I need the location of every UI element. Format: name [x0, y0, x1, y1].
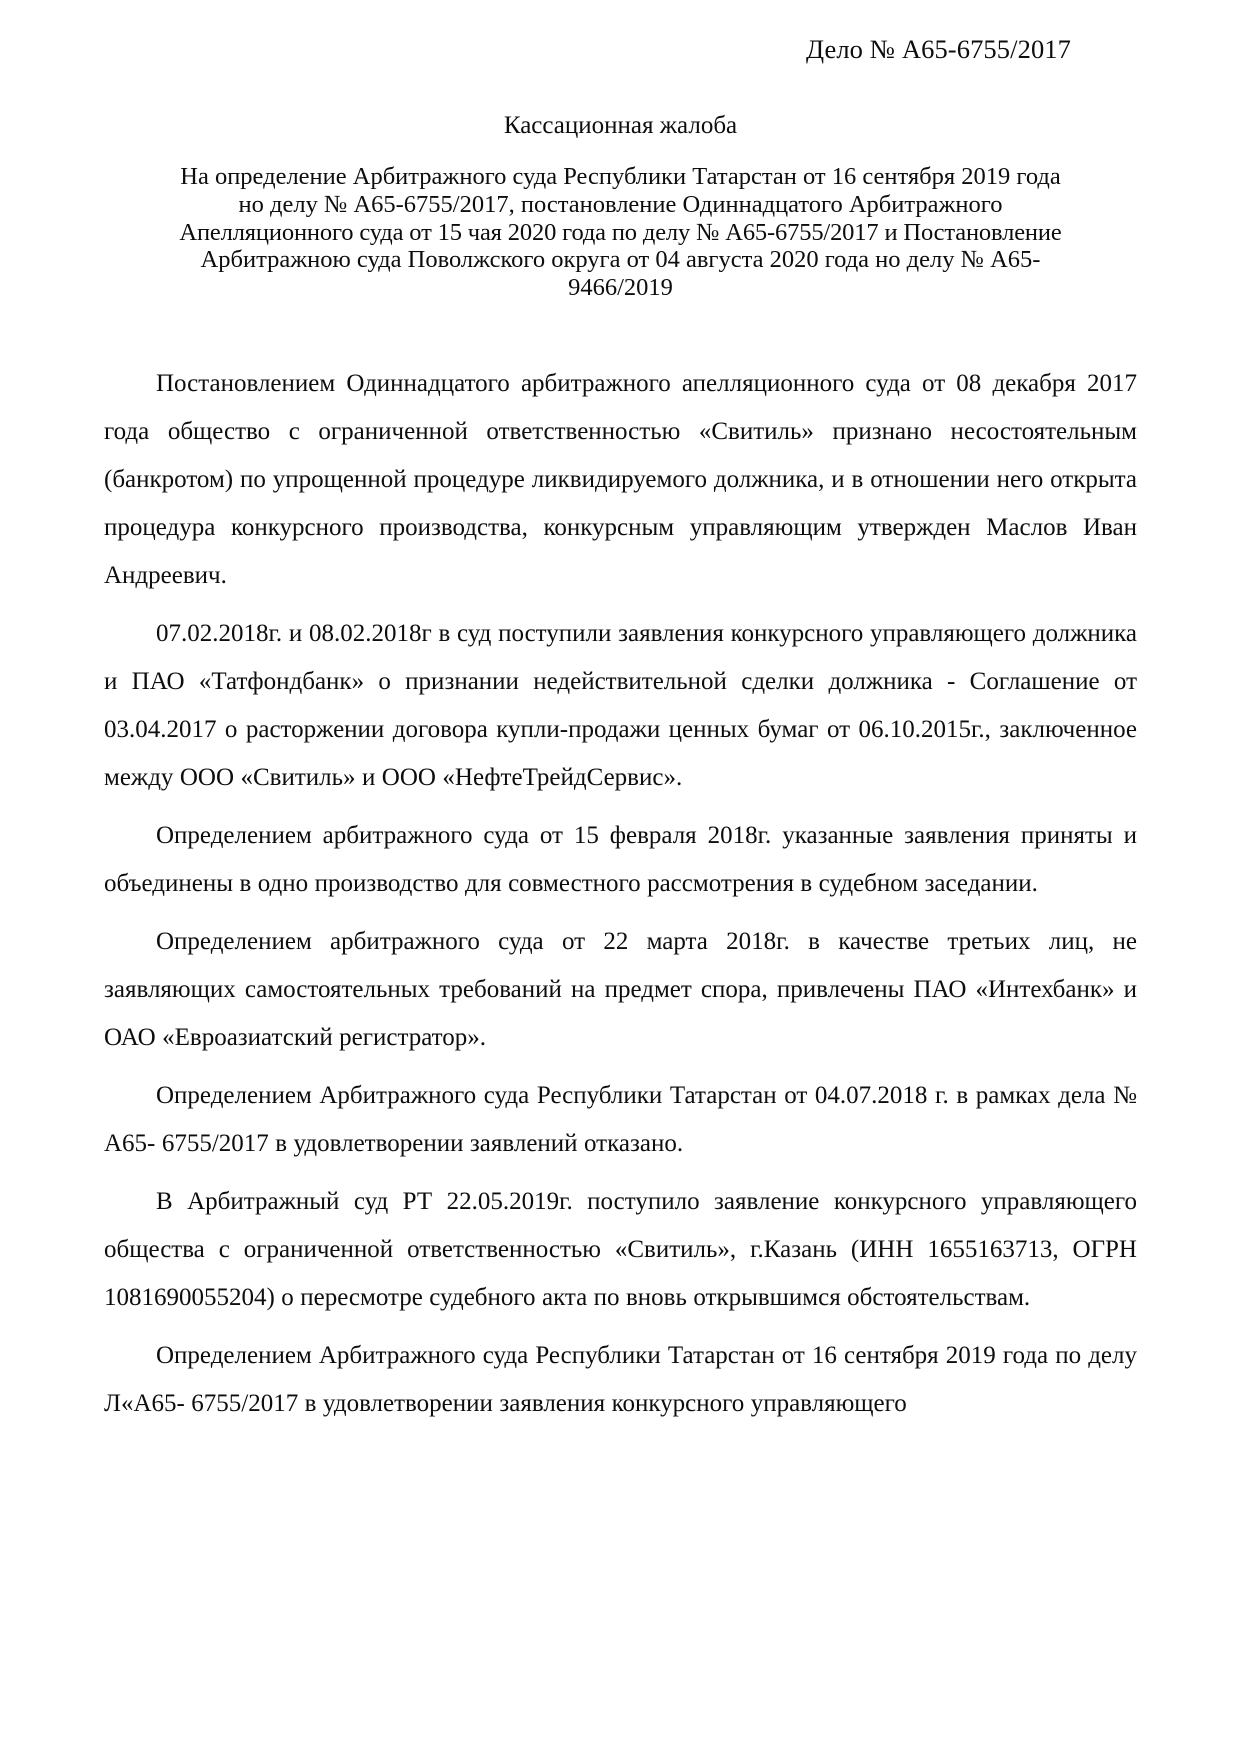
paragraph: Определением Арбитражного суда Республики Татарстан от 16 сентября 2019 года по делу Л«А65- 6755/2017 в удовлетворении заявления конкурсного управляющего	[104, 1341, 1137, 1417]
subtitle-line-3: Апелляционного суда от 15 чая 2020 года по делу № А65-6755/2017 и Постановление	[179, 218, 1062, 246]
document-subtitle	[104, 163, 1137, 301]
subtitle-line-1: На определение Арбитражного суда Республики Татарстан от 16 сентября 2019 года	[180, 163, 1061, 191]
subtitle-line-4: Арбитражною суда Поволжского округа от 04 августа 2020 года но делу № А65-	[200, 246, 1041, 274]
paragraph: Определением арбитражного суда от 15 февраля 2018г. указанные заявления приняты и объединены в одно производство для совместного рассмотрения в судебном заседании.	[104, 821, 1137, 897]
paragraph: Определением Арбитражного суда Республики Татарстан от 04.07.2018 г. в рамках дела № А65- 6755/2017 в удовлетворении заявлений отказано.	[104, 1081, 1137, 1157]
case-number-header: Дело № А65-6755/2017	[806, 34, 1071, 64]
paragraph: Постановлением Одиннадцатого арбитражного апелляционного суда от 08 декабря 2017 года общество с ограниченной ответственностью «Свитиль» признано несостоятельным (банкротом) по упрощенной процедуре ликвидируемого должника, и в отношении него открыта процедура конкурсного производства, конкурсным управляющим утвержден Маслов Иван Андреевич.	[104, 369, 1137, 589]
document-body	[104, 360, 1137, 1428]
subtitle-line-2: но делу № А65-6755/2017, постановление Одиннадцатого Арбитражного	[238, 190, 1003, 218]
paragraph: В Арбитражный суд РТ 22.05.2019г. поступило заявление конкурсного управляющего общества с ограниченной ответственностью «Свитиль», г.Казань (ИНН 1655163713, ОГРН 1081690055204) о пересмотре судебного акта по вновь открывшимся обстоятельствам.	[104, 1187, 1137, 1311]
subtitle-line-5: 9466/2019	[568, 273, 673, 301]
paragraph: 07.02.2018г. и 08.02.2018г в суд поступили заявления конкурсного управляющего должника и ПАО «Татфондбанк» о признании недействительной сделки должника - Соглашение от 03.04.2017 о расторжении договора купли-продажи ценных бумаг от 06.10.2015г., заключенное между ООО «Свитиль» и ООО «НефтеТрейдСервис».	[104, 619, 1137, 791]
paragraph: Определением арбитражного суда от 22 марта 2018г. в качестве третьих лиц, не заявляющих самостоятельных требований на предмет спора, привлечены ПАО «Интехбанк» и ОАО «Евроазиатский регистратор».	[104, 927, 1137, 1051]
page-title: Кассационная жалоба	[503, 112, 738, 140]
